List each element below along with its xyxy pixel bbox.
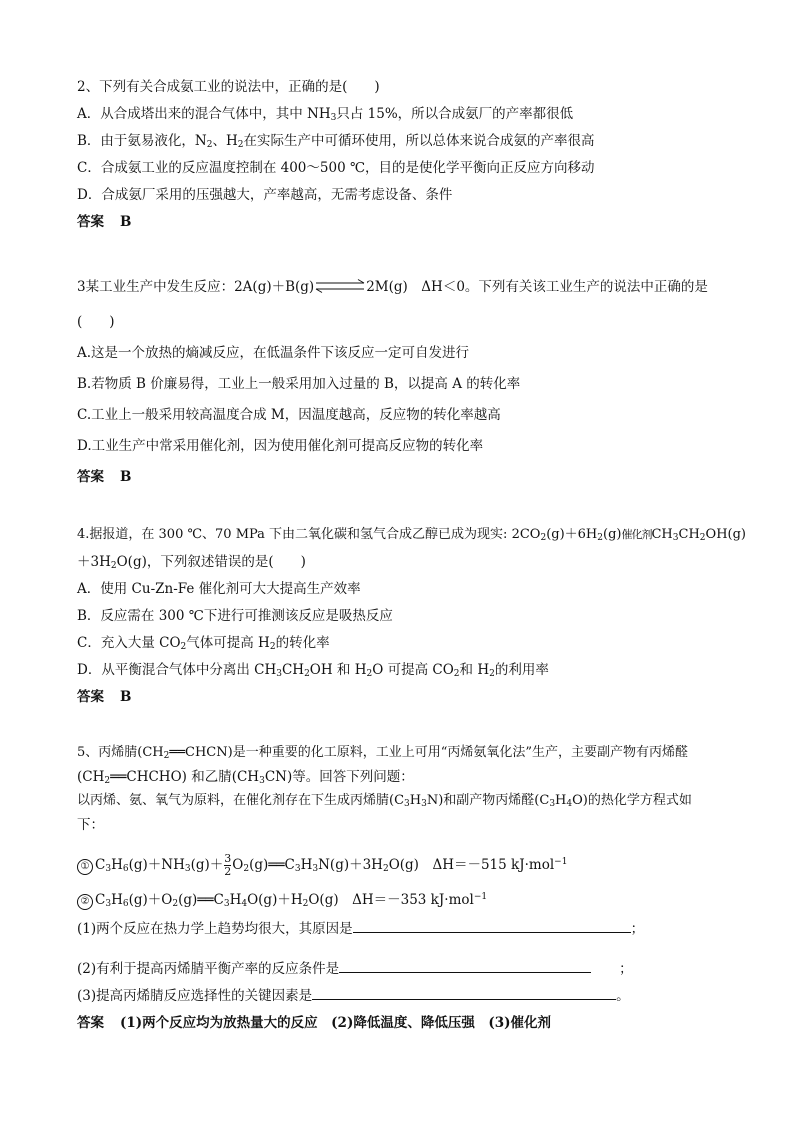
- q2-stem: 2、下列有关合成氨工业的说法中，正确的是( ): [77, 79, 380, 95]
- q5-equation-1: ① $C_3H_6(g)+NH_3(g)+$ $\frac{3}{2}$ $O_2(g)══C_3H_3N(g)+3H_2O(g)$ ΔH＝－515 kJ·mol$^{-1}$: [77, 852, 567, 878]
- q5-line4: 下：: [77, 817, 104, 833]
- q3-option-c: C.工业上一般采用较高温度合成 M，因温度越高，反应物的转化率越高: [77, 407, 501, 423]
- q3-stem: 3某工业生产中发生反应：2A(g)＋B(g) 2M(g) ΔH＜0。下列有关该工业生产的说法中正确的是: [77, 279, 708, 295]
- q5-line1: 5、丙烯腈$(CH_2══CHCN)$是一种重要的化工原料，工业上可用“丙烯氨氧化法”生产，主要副产物有丙烯醛: [77, 745, 688, 761]
- catalyst-condition: 催化剂: [621, 528, 652, 541]
- answer-blank-2[interactable]: [339, 958, 591, 973]
- q5-answer: 答案 (1)两个反应均为放热量大的反应 (2)降低温度、降低压强 (3)催化剂: [77, 1015, 552, 1031]
- q2-answer: 答案 B: [77, 214, 132, 230]
- fraction: $\frac{3}{2}$: [224, 852, 232, 878]
- q2-option-a: A．从合成塔出来的混合气体中，其中 $NH_3$只占 15%，所以合成氨厂的产率都很低: [77, 106, 574, 123]
- q5-subquestion-2: (2)有利于提高丙烯腈平衡产率的反应条件是 ；: [77, 958, 633, 978]
- q4-stem-line2: $+3H_2O(g)$，下列叙述错误的是( ): [77, 554, 306, 571]
- q4-option-b: B．反应需在 300 ℃下进行可推测该反应是吸热反应: [77, 608, 393, 624]
- q4-option-c: C．充入大量 $CO_2$气体可提高 $H_2$的转化率: [77, 635, 330, 652]
- q5-subquestion-1: (1)两个反应在热力学上趋势均很大，其原因是 ；: [77, 918, 644, 938]
- q4-option-d: D．从平衡混合气体中分离出 $CH_3CH_2OH$ 和 $H_2O$ 可提高 $CO_2$和 $H_2$的利用率: [77, 662, 549, 679]
- answer-blank-3[interactable]: [312, 985, 616, 1000]
- q2-option-b: B．由于氨易液化，$N_2$、$H_2$在实际生产中可循环使用，所以总体来说合成氨的产率很高: [77, 133, 595, 150]
- q3-option-b: B.若物质 B 价廉易得，工业上一般采用加入过量的 B，以提高 A 的转化率: [77, 376, 521, 392]
- q5-line3: 以丙烯、氨、氧气为原料，在催化剂存在下生成丙烯腈$(C_3H_3N)$和副产物丙烯醛$(C_3H_4O)$的热化学方程式如: [77, 793, 692, 809]
- answer-blank-1[interactable]: [353, 918, 631, 933]
- circled-number: ①: [77, 859, 93, 875]
- q3-option-a: A.这是一个放热的熵减反应，在低温条件下该反应一定可自发进行: [77, 345, 470, 361]
- equilibrium-arrow-icon: [314, 279, 366, 293]
- q4-answer: 答案 B: [77, 689, 132, 705]
- q3-answer: 答案 B: [77, 469, 132, 485]
- circled-number: ②: [77, 894, 93, 910]
- q5-line2: $(CH_2══CHCHO)$ 和乙腈$(CH_3CN)$等。回答下列问题：: [77, 769, 414, 786]
- q3-stem-line2: ( ): [77, 314, 115, 330]
- q5-equation-2: ② $C_3H_6(g)+O_2(g)══C_3H_4O(g)+H_2O(g)$ ΔH＝－353 kJ·mol$^{-1}$: [77, 891, 487, 910]
- q2-option-c: C．合成氨工业的反应温度控制在 400～500 ℃，目的是使化学平衡向正反应方向移动: [77, 160, 595, 176]
- q3-option-d: D.工业生产中常采用催化剂，因为使用催化剂可提高反应物的转化率: [77, 438, 484, 454]
- q5-subquestion-3: (3)提高丙烯腈反应选择性的关键因素是 。: [77, 985, 630, 1005]
- q4-option-a: A．使用 Cu-Zn-Fe 催化剂可大大提高生产效率: [77, 581, 361, 597]
- q4-stem: 4.据报道，在 300 ℃、70 MPa 下由二氧化碳和氢气合成乙醇已成为现实: $2CO_2(g)+6H_2(g)$催化剂$CH_3CH_2OH(g)$: [77, 527, 746, 543]
- q2-option-d: D．合成氨厂采用的压强越大，产率越高，无需考虑设备、条件: [77, 187, 453, 203]
